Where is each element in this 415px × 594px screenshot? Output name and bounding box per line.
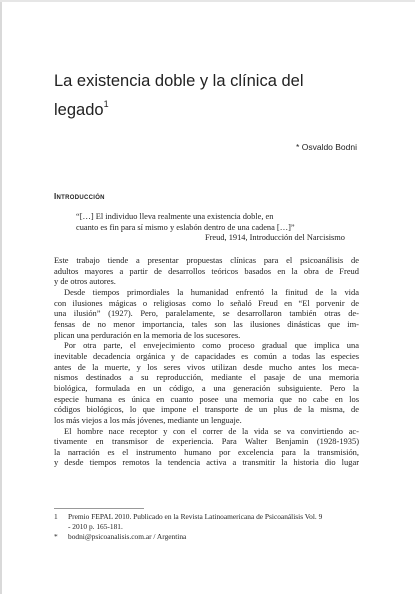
section-heading: Introducción <box>54 192 105 201</box>
body-line: tivamente en transmisor de experiencia. Para Walter Benjamin (1928-1935) <box>54 436 359 447</box>
body-line: especie humana es única en cuanto posee una memoria que no cabe en los <box>54 393 359 404</box>
body-line: códigos biológicos, lo que impone el transporte de un plus de la misma, de <box>54 404 359 415</box>
body-line: inevitable decadencia orgánica y de capacidades es común a todas las especies <box>54 350 359 361</box>
footnote <box>54 532 359 542</box>
footnote-mark: * <box>54 531 58 541</box>
title-footnote-mark: 1 <box>103 99 109 109</box>
body-line: El hombre nace receptor y con el correr de la vida se va convirtiendo ac- <box>64 425 359 436</box>
title-line-1: La existencia doble y la clínica del <box>54 72 304 90</box>
body-line: Este trabajo tiende a presentar propuestas clínicas para el psicoanálisis de <box>54 255 359 265</box>
epigraph-attribution: Freud, 1914, Introducción del Narcisismo <box>204 233 345 243</box>
epigraph <box>76 212 346 244</box>
body-line: biológica, formulada en un código, a una generación subsiguiente. Pero la <box>54 382 359 393</box>
page-edge <box>0 0 2 594</box>
body-line: antes de la muerte, y los seres vivos utilizan desde mucho antes los meca- <box>54 361 359 372</box>
body-line: adultos mayores a partir de desarrollos teóricos basados en la obra de Freud <box>54 265 359 276</box>
footnote-text: - 2010 p. 165-181. <box>68 521 123 531</box>
article-title <box>54 70 384 122</box>
body-line: y desde tiempos remotos la tendencia activa a transmitir la historia dio lugar <box>54 457 359 468</box>
title-line-2: legado <box>54 101 104 119</box>
body-line: fensas de no menor importancia, tales son las ilusiones dinásticas que im- <box>54 318 359 329</box>
body-line: Desde tiempos primordiales la humanidad enfrentó la finitud de la vida <box>64 286 359 297</box>
body-line: y de otros autores. <box>54 276 116 287</box>
author-name: * Osvaldo Bodni <box>296 142 357 152</box>
body-line: con ilusiones mágicas o religiosas como lo señaló Freud en “El porvenir de <box>54 297 359 308</box>
body-text <box>54 255 359 468</box>
footnote <box>54 512 359 532</box>
footnote-text: Premio FEPAL 2010. Publicado en la Revista Latinoamericana de Psicoanálisis Vol. 9 <box>68 512 323 521</box>
footnote-divider <box>54 508 144 509</box>
epigraph-line: cuanto es fin para sí mismo y eslabón dentro de una cadena […]” <box>76 222 295 232</box>
body-line: nismos destinados a su reproducción, mediante el pasaje de una memoria <box>54 372 359 383</box>
epigraph-line: “[…] El individuo lleva realmente una existencia doble, en <box>76 212 274 221</box>
page-edge-top <box>0 0 415 2</box>
body-line: la narración es el instrumento humano por excelencia para la transmisión, <box>54 446 359 457</box>
body-line: una ilusión” (1927). Pero, paralelamente, se desarrollaron también otras de- <box>54 308 359 319</box>
footnote-mark: 1 <box>54 512 58 521</box>
body-line: plican una perduración en la memoria de los sucesores. <box>54 329 241 340</box>
body-line: los más viejos a los más jóvenes, mediante un lenguaje. <box>54 414 242 425</box>
footnote-email: bodni@psicoanalisis.com.ar / Argentina <box>68 531 187 541</box>
footnotes <box>54 512 359 541</box>
body-line: Por otra parte, el envejecimiento como proceso gradual que implica una <box>64 340 359 351</box>
